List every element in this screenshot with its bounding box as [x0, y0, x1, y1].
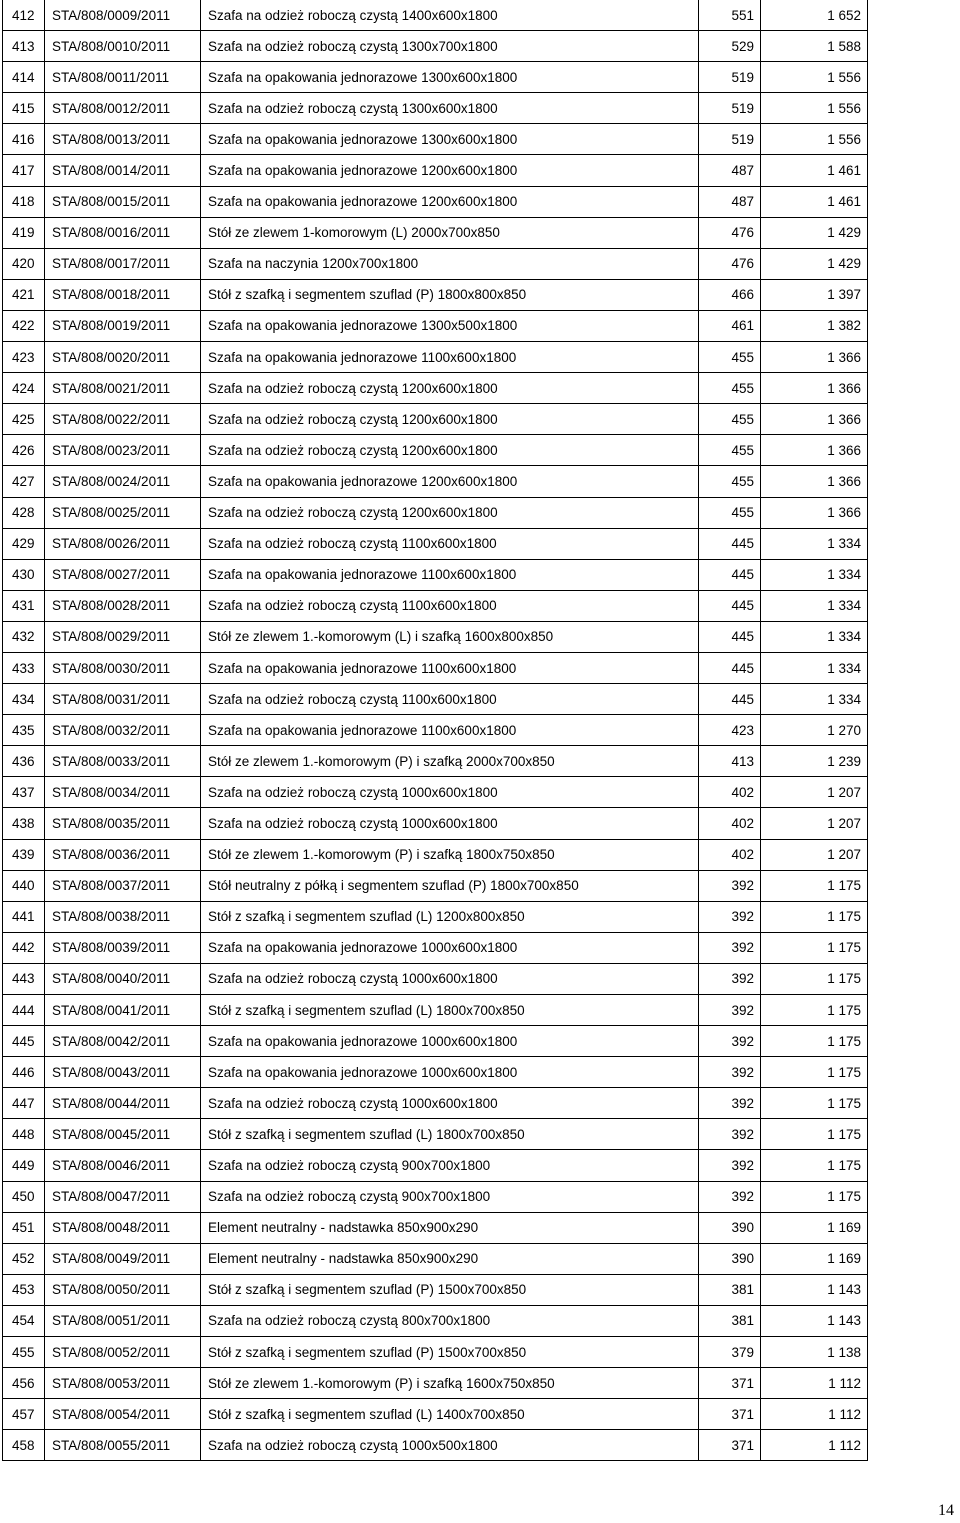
row-number-cell: 423: [3, 342, 45, 373]
gross-value-cell: 1 143: [761, 1274, 868, 1305]
row-number-cell: 434: [3, 684, 45, 715]
row-number-cell: 414: [3, 62, 45, 93]
net-value-cell: 455: [699, 404, 761, 435]
table-row: [3, 715, 868, 746]
net-value-cell: 455: [699, 435, 761, 466]
table-row: [3, 1057, 868, 1088]
row-number-cell: 425: [3, 404, 45, 435]
net-value-cell: 445: [699, 621, 761, 652]
gross-value-cell: 1 143: [761, 1305, 868, 1336]
inventory-number-cell: STA/808/0011/2011: [45, 62, 201, 93]
item-name-cell: Szafa na opakowania jednorazowe 1200x600x1800: [201, 466, 699, 497]
table-row: [3, 186, 868, 217]
inventory-number-cell: STA/808/0050/2011: [45, 1274, 201, 1305]
item-name-cell: Szafa na opakowania jednorazowe 1100x600x1800: [201, 715, 699, 746]
inventory-number-cell: STA/808/0017/2011: [45, 248, 201, 279]
item-name-cell: Szafa na opakowania jednorazowe 1000x600x1800: [201, 1057, 699, 1088]
inventory-number-cell: STA/808/0048/2011: [45, 1212, 201, 1243]
inventory-number-cell: STA/808/0031/2011: [45, 684, 201, 715]
item-name-cell: Stół z szafką i segmentem szuflad (L) 1400x700x850: [201, 1399, 699, 1430]
gross-value-cell: 1 112: [761, 1399, 868, 1430]
table-row: [3, 497, 868, 528]
row-number-cell: 444: [3, 995, 45, 1026]
net-value-cell: 392: [699, 1181, 761, 1212]
item-name-cell: Element neutralny - nadstawka 850x900x290: [201, 1243, 699, 1274]
table-row: [3, 1337, 868, 1368]
item-name-cell: Szafa na opakowania jednorazowe 1100x600x1800: [201, 652, 699, 683]
table-row: [3, 1399, 868, 1430]
item-name-cell: Stół z szafką i segmentem szuflad (L) 1200x800x850: [201, 901, 699, 932]
inventory-number-cell: STA/808/0053/2011: [45, 1368, 201, 1399]
inventory-number-cell: STA/808/0044/2011: [45, 1088, 201, 1119]
inventory-number-cell: STA/808/0027/2011: [45, 559, 201, 590]
inventory-number-cell: STA/808/0013/2011: [45, 124, 201, 155]
row-number-cell: 449: [3, 1150, 45, 1181]
inventory-number-cell: STA/808/0032/2011: [45, 715, 201, 746]
row-number-cell: 436: [3, 746, 45, 777]
net-value-cell: 371: [699, 1399, 761, 1430]
row-number-cell: 418: [3, 186, 45, 217]
row-number-cell: 433: [3, 652, 45, 683]
gross-value-cell: 1 207: [761, 777, 868, 808]
gross-value-cell: 1 366: [761, 435, 868, 466]
inventory-number-cell: STA/808/0051/2011: [45, 1305, 201, 1336]
net-value-cell: 551: [699, 0, 761, 31]
inventory-number-cell: STA/808/0029/2011: [45, 621, 201, 652]
net-value-cell: 402: [699, 777, 761, 808]
row-number-cell: 413: [3, 31, 45, 62]
row-number-cell: 440: [3, 870, 45, 901]
row-number-cell: 437: [3, 777, 45, 808]
table-row: [3, 1212, 868, 1243]
net-value-cell: 381: [699, 1274, 761, 1305]
item-name-cell: Szafa na odzież roboczą czystą 1000x600x1800: [201, 1088, 699, 1119]
item-name-cell: Szafa na opakowania jednorazowe 1200x600x1800: [201, 186, 699, 217]
gross-value-cell: 1 334: [761, 528, 868, 559]
net-value-cell: 455: [699, 342, 761, 373]
gross-value-cell: 1 207: [761, 808, 868, 839]
item-name-cell: Szafa na odzież roboczą czystą 1200x600x1800: [201, 404, 699, 435]
net-value-cell: 476: [699, 248, 761, 279]
row-number-cell: 420: [3, 248, 45, 279]
item-name-cell: Szafa na odzież roboczą czystą 1200x600x1800: [201, 435, 699, 466]
item-name-cell: Szafa na odzież roboczą czystą 1000x600x1800: [201, 808, 699, 839]
item-name-cell: Szafa na odzież roboczą czystą 1100x600x1800: [201, 590, 699, 621]
gross-value-cell: 1 175: [761, 995, 868, 1026]
net-value-cell: 519: [699, 124, 761, 155]
table-row: [3, 31, 868, 62]
net-value-cell: 392: [699, 1026, 761, 1057]
inventory-number-cell: STA/808/0046/2011: [45, 1150, 201, 1181]
item-name-cell: Stół z szafką i segmentem szuflad (P) 1800x800x850: [201, 279, 699, 310]
net-value-cell: 445: [699, 590, 761, 621]
net-value-cell: 455: [699, 466, 761, 497]
gross-value-cell: 1 175: [761, 901, 868, 932]
row-number-cell: 447: [3, 1088, 45, 1119]
item-name-cell: Szafa na odzież roboczą czystą 1100x600x1800: [201, 528, 699, 559]
item-name-cell: Szafa na odzież roboczą czystą 1200x600x1800: [201, 497, 699, 528]
net-value-cell: 445: [699, 559, 761, 590]
inventory-number-cell: STA/808/0022/2011: [45, 404, 201, 435]
item-name-cell: Szafa na opakowania jednorazowe 1300x500x1800: [201, 310, 699, 341]
net-value-cell: 476: [699, 217, 761, 248]
table-row: [3, 746, 868, 777]
net-value-cell: 529: [699, 31, 761, 62]
item-name-cell: Szafa na odzież roboczą czystą 900x700x1800: [201, 1150, 699, 1181]
row-number-cell: 443: [3, 963, 45, 994]
table-row: [3, 435, 868, 466]
table-row: [3, 808, 868, 839]
item-name-cell: Stół ze zlewem 1.-komorowym (P) i szafką 1800x750x850: [201, 839, 699, 870]
table-row: [3, 217, 868, 248]
inventory-table: [2, 0, 868, 1461]
net-value-cell: 392: [699, 870, 761, 901]
gross-value-cell: 1 429: [761, 248, 868, 279]
gross-value-cell: 1 112: [761, 1430, 868, 1461]
item-name-cell: Szafa na opakowania jednorazowe 1000x600x1800: [201, 932, 699, 963]
row-number-cell: 455: [3, 1337, 45, 1368]
inventory-number-cell: STA/808/0025/2011: [45, 497, 201, 528]
table-row: [3, 1119, 868, 1150]
table-row: [3, 62, 868, 93]
gross-value-cell: 1 175: [761, 932, 868, 963]
table-row: [3, 528, 868, 559]
inventory-number-cell: STA/808/0018/2011: [45, 279, 201, 310]
inventory-number-cell: STA/808/0040/2011: [45, 963, 201, 994]
gross-value-cell: 1 397: [761, 279, 868, 310]
row-number-cell: 442: [3, 932, 45, 963]
net-value-cell: 392: [699, 932, 761, 963]
item-name-cell: Stół ze zlewem 1.-komorowym (P) i szafką 2000x700x850: [201, 746, 699, 777]
item-name-cell: Szafa na odzież roboczą czystą 1300x700x1800: [201, 31, 699, 62]
item-name-cell: Szafa na odzież roboczą czystą 1000x600x1800: [201, 963, 699, 994]
gross-value-cell: 1 175: [761, 1026, 868, 1057]
gross-value-cell: 1 270: [761, 715, 868, 746]
net-value-cell: 445: [699, 684, 761, 715]
net-value-cell: 371: [699, 1368, 761, 1399]
gross-value-cell: 1 112: [761, 1368, 868, 1399]
inventory-number-cell: STA/808/0037/2011: [45, 870, 201, 901]
gross-value-cell: 1 588: [761, 31, 868, 62]
table-row: [3, 466, 868, 497]
gross-value-cell: 1 175: [761, 1150, 868, 1181]
net-value-cell: 402: [699, 808, 761, 839]
net-value-cell: 392: [699, 995, 761, 1026]
row-number-cell: 419: [3, 217, 45, 248]
table-row: [3, 373, 868, 404]
row-number-cell: 435: [3, 715, 45, 746]
gross-value-cell: 1 461: [761, 186, 868, 217]
gross-value-cell: 1 429: [761, 217, 868, 248]
table-row: [3, 1368, 868, 1399]
item-name-cell: Szafa na odzież roboczą czystą 1200x600x1800: [201, 373, 699, 404]
gross-value-cell: 1 175: [761, 963, 868, 994]
row-number-cell: 432: [3, 621, 45, 652]
inventory-number-cell: STA/808/0052/2011: [45, 1337, 201, 1368]
row-number-cell: 441: [3, 901, 45, 932]
inventory-number-cell: STA/808/0049/2011: [45, 1243, 201, 1274]
net-value-cell: 392: [699, 1119, 761, 1150]
inventory-number-cell: STA/808/0045/2011: [45, 1119, 201, 1150]
row-number-cell: 450: [3, 1181, 45, 1212]
item-name-cell: Szafa na opakowania jednorazowe 1300x600x1800: [201, 124, 699, 155]
inventory-number-cell: STA/808/0023/2011: [45, 435, 201, 466]
inventory-number-cell: STA/808/0030/2011: [45, 652, 201, 683]
net-value-cell: 461: [699, 310, 761, 341]
inventory-number-cell: STA/808/0038/2011: [45, 901, 201, 932]
item-name-cell: Stół neutralny z półką i segmentem szuflad (P) 1800x700x850: [201, 870, 699, 901]
inventory-number-cell: STA/808/0028/2011: [45, 590, 201, 621]
gross-value-cell: 1 175: [761, 870, 868, 901]
inventory-number-cell: STA/808/0042/2011: [45, 1026, 201, 1057]
inventory-number-cell: STA/808/0055/2011: [45, 1430, 201, 1461]
inventory-number-cell: STA/808/0054/2011: [45, 1399, 201, 1430]
table-row: [3, 93, 868, 124]
row-number-cell: 454: [3, 1305, 45, 1336]
row-number-cell: 429: [3, 528, 45, 559]
table-row: [3, 1430, 868, 1461]
row-number-cell: 431: [3, 590, 45, 621]
gross-value-cell: 1 138: [761, 1337, 868, 1368]
table-row: [3, 559, 868, 590]
row-number-cell: 452: [3, 1243, 45, 1274]
row-number-cell: 453: [3, 1274, 45, 1305]
item-name-cell: Stół z szafką i segmentem szuflad (L) 1800x700x850: [201, 995, 699, 1026]
net-value-cell: 445: [699, 528, 761, 559]
item-name-cell: Element neutralny - nadstawka 850x900x290: [201, 1212, 699, 1243]
inventory-number-cell: STA/808/0026/2011: [45, 528, 201, 559]
table-row: [3, 652, 868, 683]
row-number-cell: 456: [3, 1368, 45, 1399]
item-name-cell: Stół z szafką i segmentem szuflad (L) 1800x700x850: [201, 1119, 699, 1150]
gross-value-cell: 1 461: [761, 155, 868, 186]
item-name-cell: Szafa na opakowania jednorazowe 1300x600x1800: [201, 62, 699, 93]
table-row: [3, 1181, 868, 1212]
table-row: [3, 404, 868, 435]
inventory-number-cell: STA/808/0034/2011: [45, 777, 201, 808]
gross-value-cell: 1 175: [761, 1119, 868, 1150]
item-name-cell: Szafa na opakowania jednorazowe 1100x600x1800: [201, 342, 699, 373]
table-row: [3, 963, 868, 994]
item-name-cell: Szafa na odzież roboczą czystą 1000x600x1800: [201, 777, 699, 808]
page-number: 14: [938, 1502, 954, 1519]
table-row: [3, 1274, 868, 1305]
gross-value-cell: 1 239: [761, 746, 868, 777]
table-row: [3, 684, 868, 715]
net-value-cell: 466: [699, 279, 761, 310]
gross-value-cell: 1 556: [761, 62, 868, 93]
table-row: [3, 901, 868, 932]
row-number-cell: 417: [3, 155, 45, 186]
gross-value-cell: 1 334: [761, 559, 868, 590]
table-row: [3, 621, 868, 652]
table-row: [3, 279, 868, 310]
row-number-cell: 415: [3, 93, 45, 124]
row-number-cell: 457: [3, 1399, 45, 1430]
gross-value-cell: 1 334: [761, 621, 868, 652]
item-name-cell: Szafa na odzież roboczą czystą 800x700x1800: [201, 1305, 699, 1336]
item-name-cell: Szafa na odzież roboczą czystą 1300x600x1800: [201, 93, 699, 124]
row-number-cell: 426: [3, 435, 45, 466]
gross-value-cell: 1 556: [761, 93, 868, 124]
item-name-cell: Stół z szafką i segmentem szuflad (P) 1500x700x850: [201, 1337, 699, 1368]
table-row: [3, 155, 868, 186]
table-row: [3, 839, 868, 870]
inventory-number-cell: STA/808/0041/2011: [45, 995, 201, 1026]
net-value-cell: 423: [699, 715, 761, 746]
row-number-cell: 448: [3, 1119, 45, 1150]
inventory-number-cell: STA/808/0015/2011: [45, 186, 201, 217]
net-value-cell: 519: [699, 62, 761, 93]
table-row: [3, 1150, 868, 1181]
item-name-cell: Stół z szafką i segmentem szuflad (P) 1500x700x850: [201, 1274, 699, 1305]
table-row: [3, 0, 868, 31]
net-value-cell: 381: [699, 1305, 761, 1336]
gross-value-cell: 1 382: [761, 310, 868, 341]
net-value-cell: 455: [699, 497, 761, 528]
inventory-number-cell: STA/808/0036/2011: [45, 839, 201, 870]
net-value-cell: 487: [699, 186, 761, 217]
net-value-cell: 445: [699, 652, 761, 683]
net-value-cell: 487: [699, 155, 761, 186]
gross-value-cell: 1 334: [761, 652, 868, 683]
table-row: [3, 1026, 868, 1057]
table-row: [3, 870, 868, 901]
row-number-cell: 412: [3, 0, 45, 31]
inventory-table-body: [3, 0, 868, 1461]
inventory-number-cell: STA/808/0035/2011: [45, 808, 201, 839]
net-value-cell: 455: [699, 373, 761, 404]
row-number-cell: 451: [3, 1212, 45, 1243]
net-value-cell: 392: [699, 1150, 761, 1181]
item-name-cell: Stół ze zlewem 1-komorowym (L) 2000x700x850: [201, 217, 699, 248]
row-number-cell: 424: [3, 373, 45, 404]
item-name-cell: Stół ze zlewem 1.-komorowym (P) i szafką 1600x750x850: [201, 1368, 699, 1399]
gross-value-cell: 1 169: [761, 1243, 868, 1274]
net-value-cell: 379: [699, 1337, 761, 1368]
item-name-cell: Szafa na opakowania jednorazowe 1100x600x1800: [201, 559, 699, 590]
row-number-cell: 458: [3, 1430, 45, 1461]
gross-value-cell: 1 169: [761, 1212, 868, 1243]
gross-value-cell: 1 366: [761, 342, 868, 373]
inventory-number-cell: STA/808/0009/2011: [45, 0, 201, 31]
net-value-cell: 413: [699, 746, 761, 777]
table-row: [3, 342, 868, 373]
net-value-cell: 371: [699, 1430, 761, 1461]
item-name-cell: Szafa na opakowania jednorazowe 1000x600x1800: [201, 1026, 699, 1057]
inventory-number-cell: STA/808/0039/2011: [45, 932, 201, 963]
item-name-cell: Stół ze zlewem 1.-komorowym (L) i szafką 1600x800x850: [201, 621, 699, 652]
inventory-number-cell: STA/808/0047/2011: [45, 1181, 201, 1212]
gross-value-cell: 1 366: [761, 466, 868, 497]
item-name-cell: Szafa na odzież roboczą czystą 1400x600x1800: [201, 0, 699, 31]
inventory-number-cell: STA/808/0024/2011: [45, 466, 201, 497]
net-value-cell: 390: [699, 1243, 761, 1274]
net-value-cell: 390: [699, 1212, 761, 1243]
table-row: [3, 248, 868, 279]
item-name-cell: Szafa na naczynia 1200x700x1800: [201, 248, 699, 279]
net-value-cell: 402: [699, 839, 761, 870]
table-row: [3, 995, 868, 1026]
gross-value-cell: 1 175: [761, 1057, 868, 1088]
row-number-cell: 439: [3, 839, 45, 870]
table-row: [3, 1088, 868, 1119]
gross-value-cell: 1 366: [761, 404, 868, 435]
row-number-cell: 428: [3, 497, 45, 528]
gross-value-cell: 1 334: [761, 590, 868, 621]
table-row: [3, 310, 868, 341]
table-row: [3, 932, 868, 963]
row-number-cell: 430: [3, 559, 45, 590]
row-number-cell: 416: [3, 124, 45, 155]
table-row: [3, 124, 868, 155]
net-value-cell: 392: [699, 1088, 761, 1119]
item-name-cell: Szafa na odzież roboczą czystą 900x700x1800: [201, 1181, 699, 1212]
net-value-cell: 392: [699, 963, 761, 994]
inventory-number-cell: STA/808/0020/2011: [45, 342, 201, 373]
inventory-number-cell: STA/808/0019/2011: [45, 310, 201, 341]
net-value-cell: 519: [699, 93, 761, 124]
table-row: [3, 1305, 868, 1336]
net-value-cell: 392: [699, 1057, 761, 1088]
gross-value-cell: 1 207: [761, 839, 868, 870]
net-value-cell: 392: [699, 901, 761, 932]
gross-value-cell: 1 366: [761, 497, 868, 528]
item-name-cell: Szafa na odzież roboczą czystą 1000x500x1800: [201, 1430, 699, 1461]
inventory-number-cell: STA/808/0033/2011: [45, 746, 201, 777]
inventory-number-cell: STA/808/0014/2011: [45, 155, 201, 186]
row-number-cell: 438: [3, 808, 45, 839]
inventory-number-cell: STA/808/0043/2011: [45, 1057, 201, 1088]
inventory-number-cell: STA/808/0016/2011: [45, 217, 201, 248]
gross-value-cell: 1 366: [761, 373, 868, 404]
gross-value-cell: 1 652: [761, 0, 868, 31]
row-number-cell: 427: [3, 466, 45, 497]
inventory-number-cell: STA/808/0012/2011: [45, 93, 201, 124]
item-name-cell: Szafa na opakowania jednorazowe 1200x600x1800: [201, 155, 699, 186]
inventory-number-cell: STA/808/0021/2011: [45, 373, 201, 404]
table-row: [3, 1243, 868, 1274]
row-number-cell: 445: [3, 1026, 45, 1057]
gross-value-cell: 1 334: [761, 684, 868, 715]
gross-value-cell: 1 175: [761, 1088, 868, 1119]
item-name-cell: Szafa na odzież roboczą czystą 1100x600x1800: [201, 684, 699, 715]
row-number-cell: 446: [3, 1057, 45, 1088]
row-number-cell: 422: [3, 310, 45, 341]
table-row: [3, 777, 868, 808]
row-number-cell: 421: [3, 279, 45, 310]
inventory-number-cell: STA/808/0010/2011: [45, 31, 201, 62]
table-row: [3, 590, 868, 621]
gross-value-cell: 1 556: [761, 124, 868, 155]
gross-value-cell: 1 175: [761, 1181, 868, 1212]
